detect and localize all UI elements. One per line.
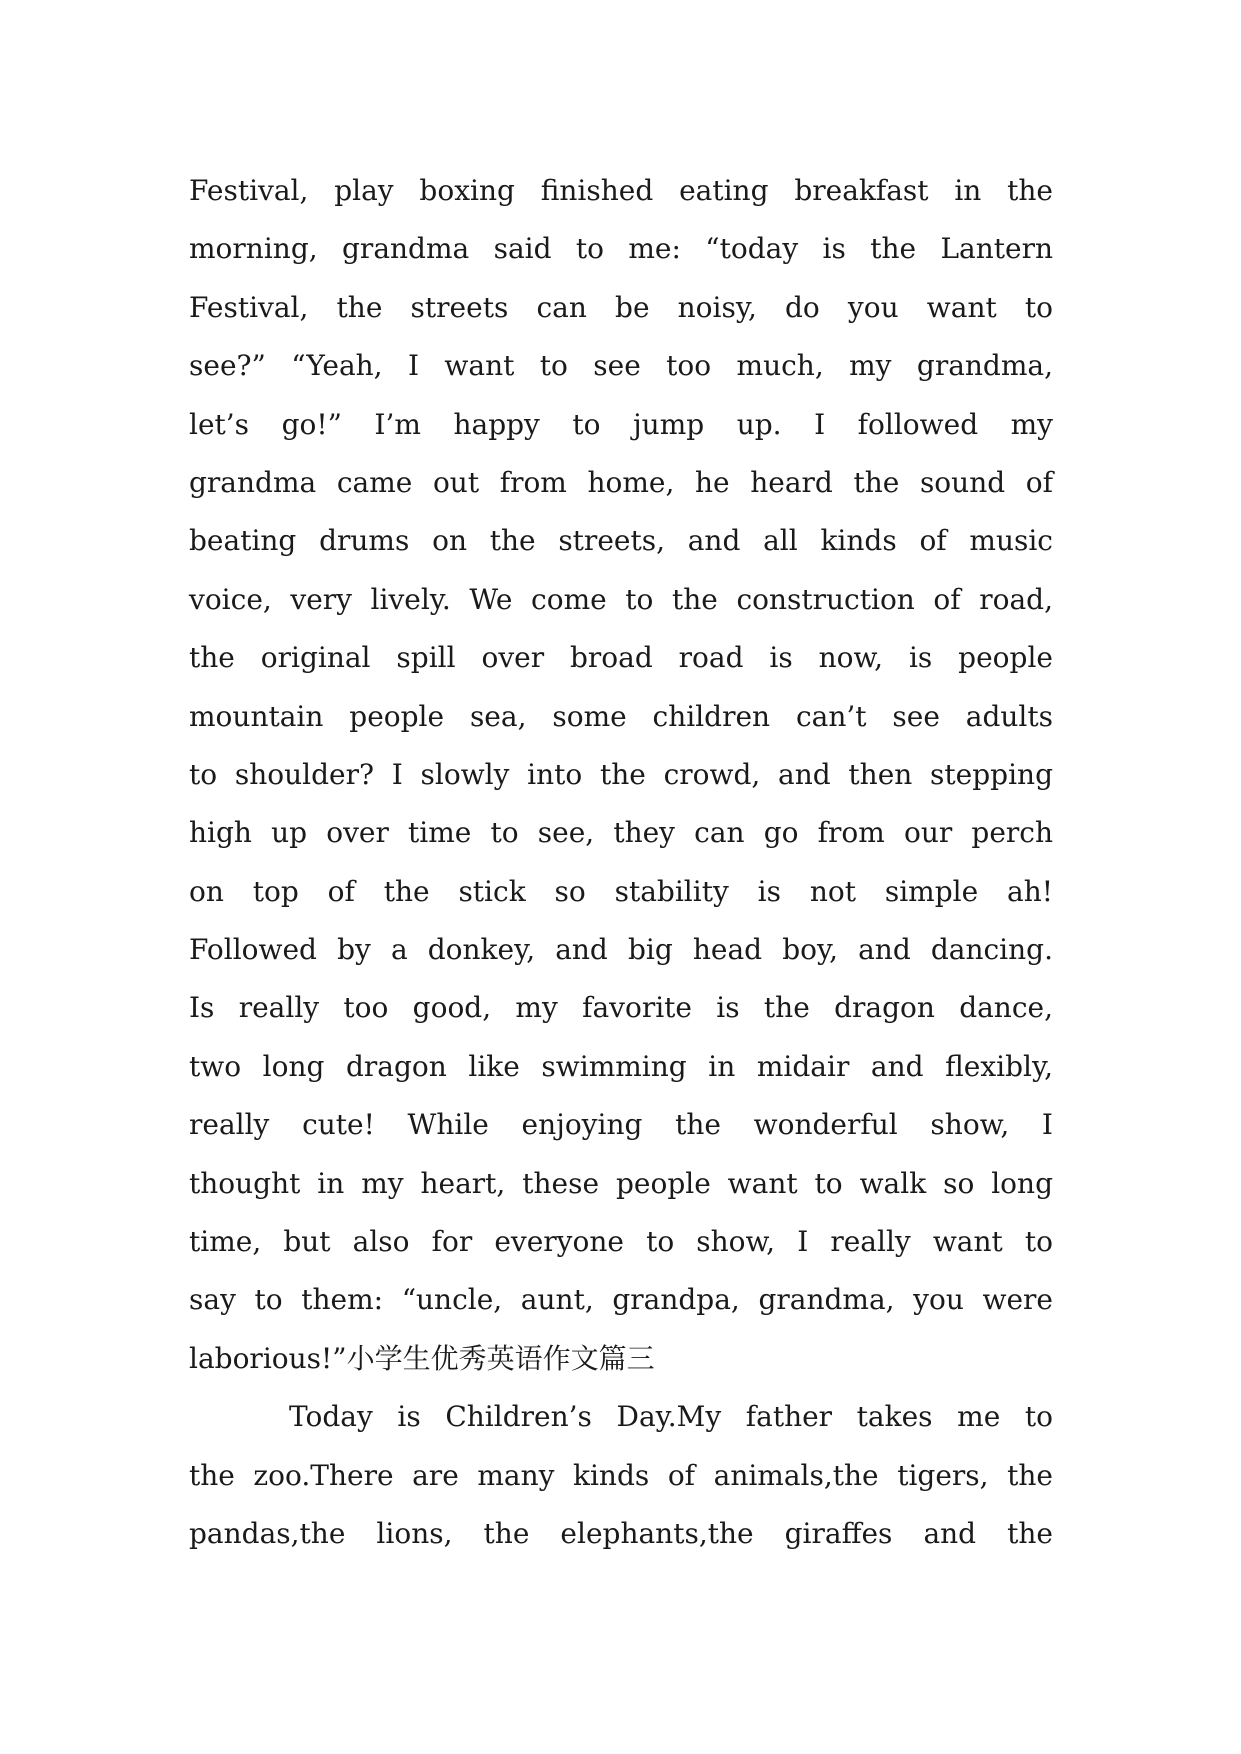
text-line: two long dragon like swimming in midair and flexibly, <box>189 1049 1053 1083</box>
text-line: Festival, the streets can be noisy, do you want to <box>189 290 1053 324</box>
text-line: time, but also for everyone to show, I really want to <box>189 1225 1053 1259</box>
section-heading-line: laborious!”小学生优秀英语作文篇三 <box>189 1341 655 1375</box>
text-line: beating drums on the streets, and all kinds of music <box>189 524 1053 558</box>
text-line: really cute! While enjoying the wonderful show, I <box>189 1108 1053 1142</box>
text-line: Is really too good, my favorite is the dragon dance, <box>189 991 1053 1025</box>
text-line: say to them: “uncle, aunt, grandpa, grandma, you were <box>189 1283 1053 1317</box>
text-line: to shoulder? I slowly into the crowd, and then stepping <box>189 757 1053 791</box>
text-line: high up over time to see, they can go from our perch <box>189 816 1053 850</box>
text-line: morning, grandma said to me: “today is the Lantern <box>189 232 1053 266</box>
text-line: pandas,the lions, the elephants,the giraffes and the <box>189 1516 1053 1550</box>
text-line: let’s go!” I’m happy to jump up. I followed my <box>189 407 1053 441</box>
text-line: on top of the stick so stability is not simple ah! <box>189 874 1053 908</box>
text-line: Festival, play boxing finished eating breakfast in the <box>189 174 1053 207</box>
essay-text <box>189 162 1053 1563</box>
text-line: the zoo.There are many kinds of animals,the tigers, the <box>189 1458 1053 1492</box>
text-line: see?” “Yeah, I want to see too much, my grandma, <box>189 349 1053 383</box>
paragraph-first-line: Today is Children’s Day.My father takes me to <box>289 1400 1053 1434</box>
text-line: thought in my heart, these people want to walk so long <box>189 1166 1053 1200</box>
text-line: the original spill over broad road is now, is people <box>189 641 1053 675</box>
text-line: mountain people sea, some children can’t see adults <box>189 699 1053 733</box>
text-line: Followed by a donkey, and big head boy, and dancing. <box>189 933 1053 967</box>
text-line: voice, very lively. We come to the construction of road, <box>189 582 1053 616</box>
text-line: grandma came out from home, he heard the sound of <box>189 465 1053 499</box>
